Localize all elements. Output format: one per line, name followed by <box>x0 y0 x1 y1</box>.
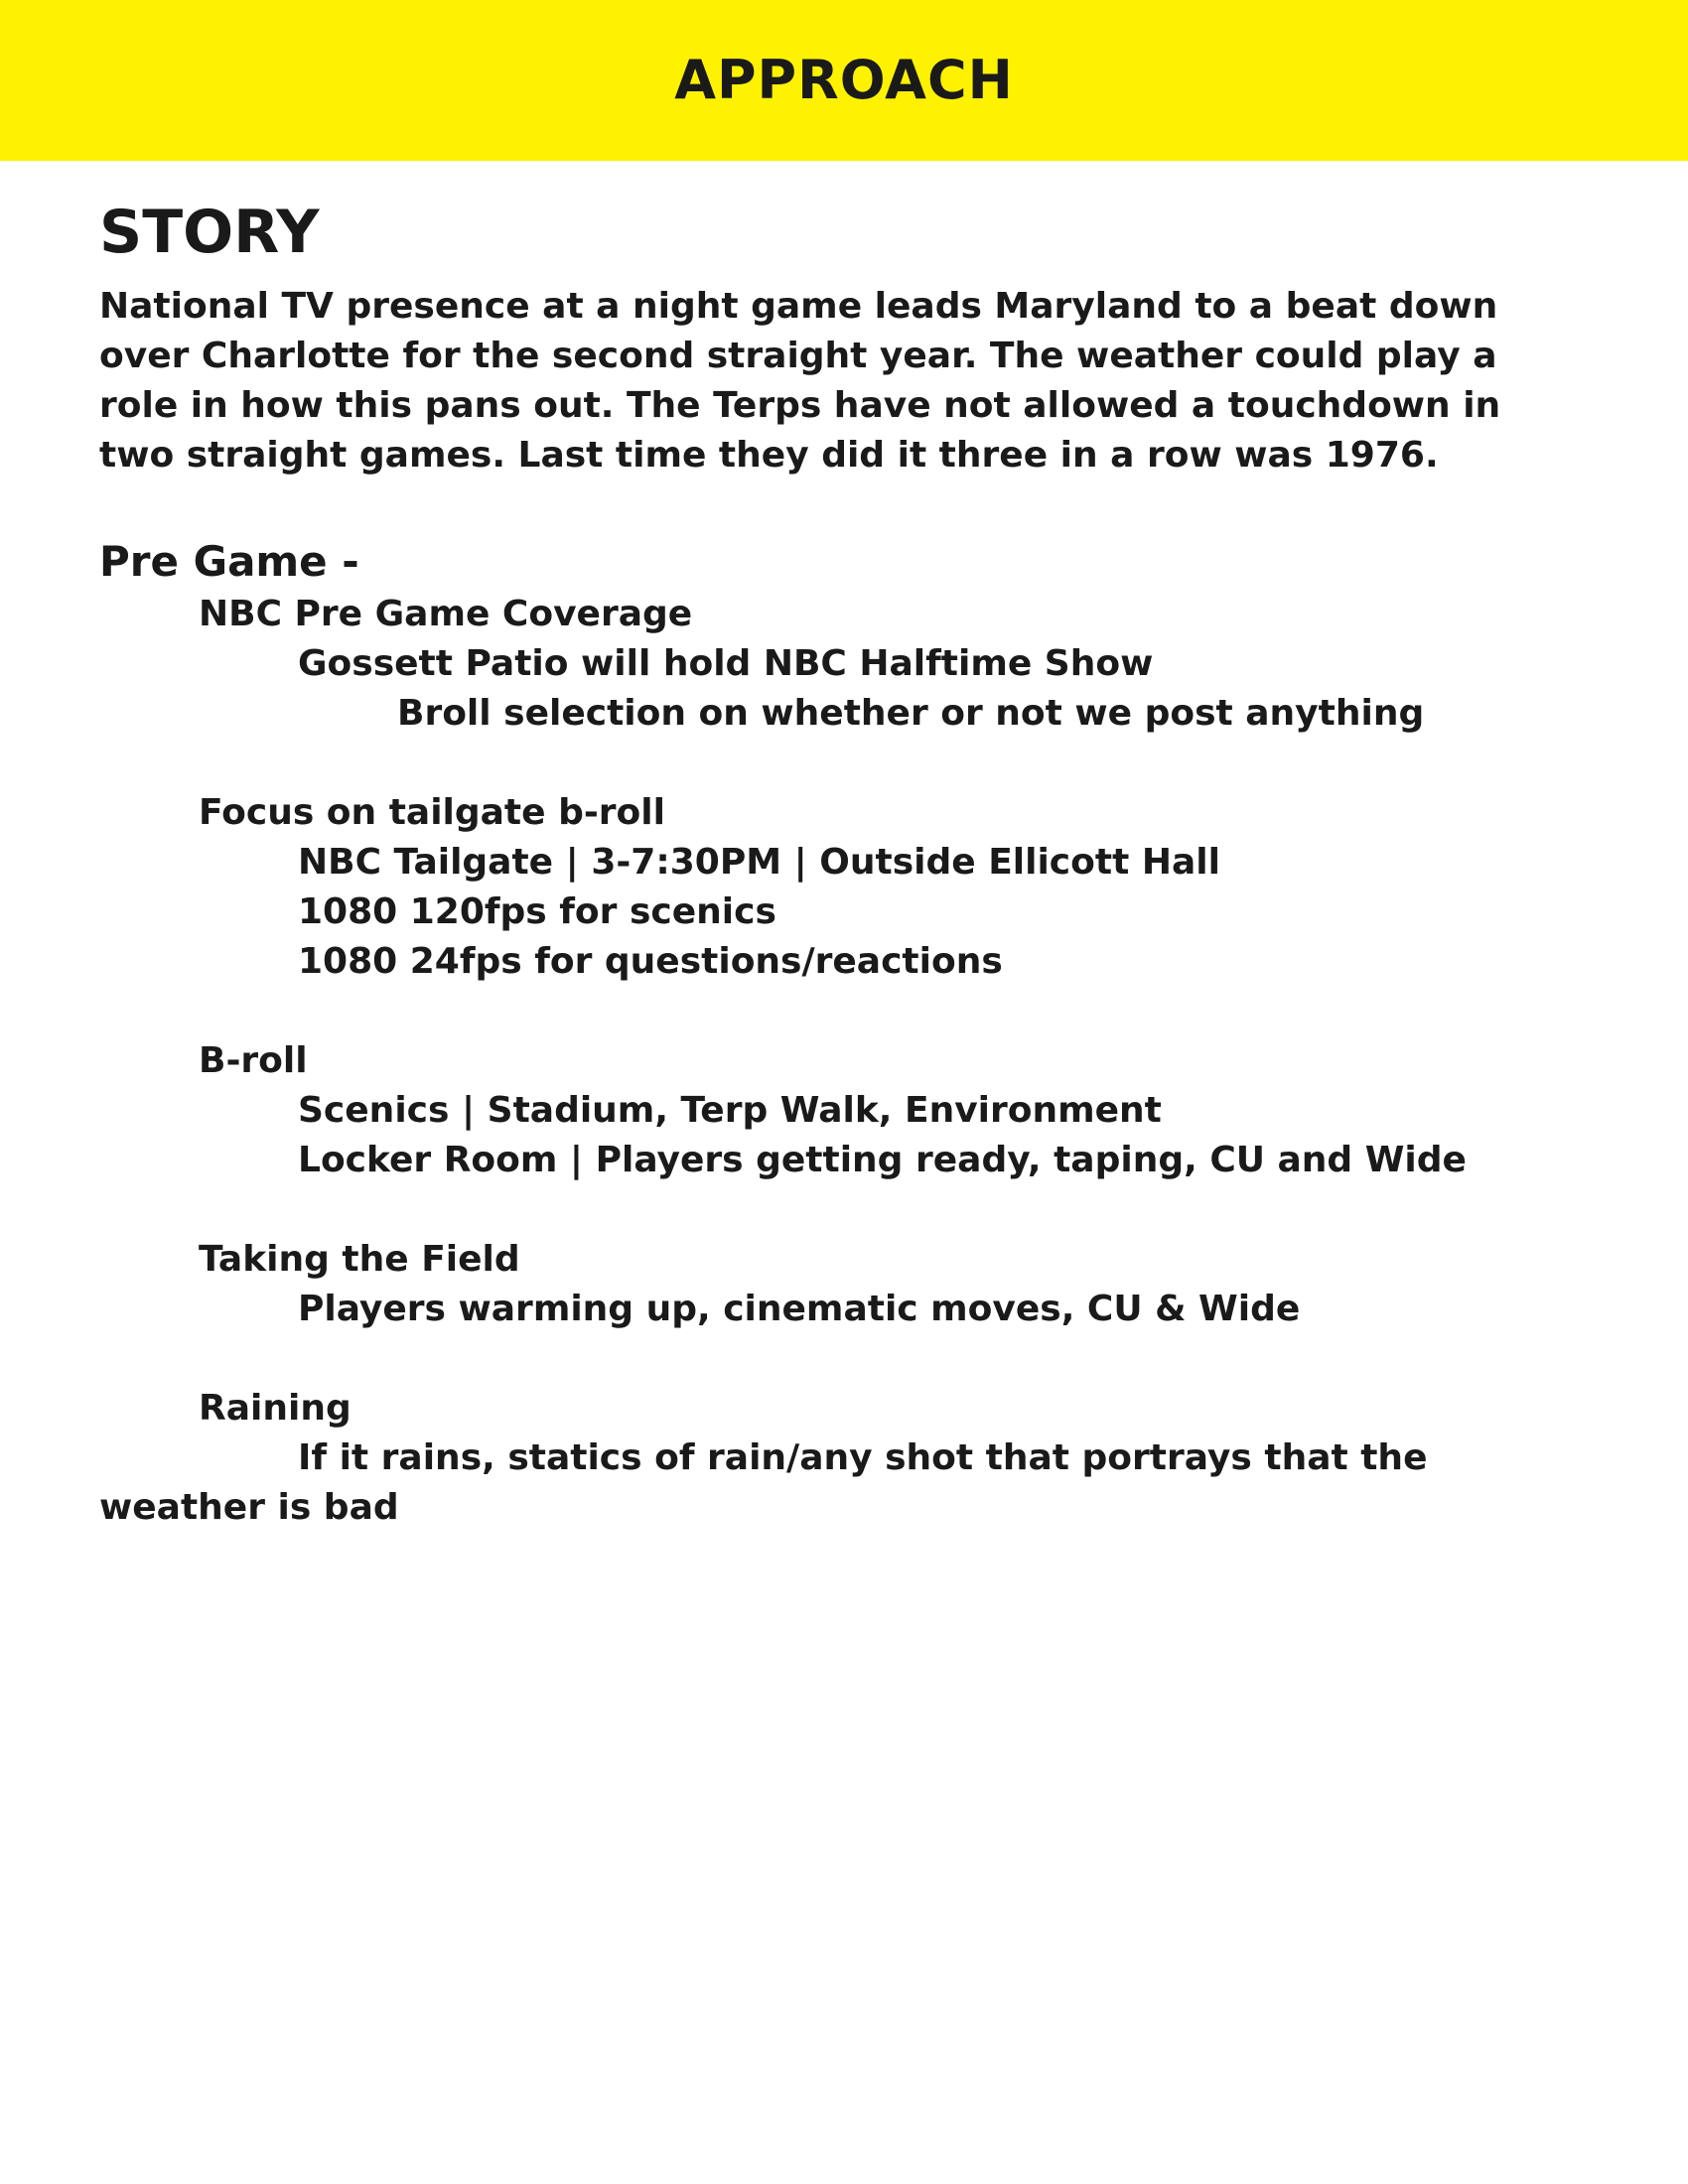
section-title: Raining <box>199 1388 352 1429</box>
section-title: NBC Pre Game Coverage <box>199 594 693 634</box>
section-title: Taking the Field <box>199 1239 520 1280</box>
section-subitem: Broll selection on whether or not we post anything <box>397 693 1425 734</box>
section-nbc-pregame <box>99 590 1509 739</box>
section-broll <box>99 1036 1509 1185</box>
section-tailgate <box>99 788 1509 987</box>
section-item: Gossett Patio will hold NBC Halftime Show <box>298 643 1154 684</box>
section-taking-field <box>99 1235 1509 1334</box>
section-item: Scenics | Stadium, Terp Walk, Environment <box>298 1090 1162 1131</box>
story-line: two straight games. Last time they did it three in a row was 1976. <box>99 435 1439 476</box>
section-title: Focus on tailgate b-roll <box>199 792 665 833</box>
section-item: 1080 120fps for scenics <box>298 891 776 932</box>
section-item: Players warming up, cinematic moves, CU & Wide <box>298 1289 1301 1329</box>
story-line: over Charlotte for the second straight year. The weather could play a <box>99 336 1497 376</box>
story-heading: STORY <box>99 198 320 267</box>
section-item: NBC Tailgate | 3-7:30PM | Outside Ellicott Hall <box>298 842 1220 883</box>
header-banner <box>0 0 1688 161</box>
section-item: Locker Room | Players getting ready, taping, CU and Wide <box>298 1140 1467 1180</box>
document-body <box>99 195 1509 1533</box>
pregame-heading: Pre Game - <box>99 537 359 586</box>
story-paragraph <box>99 282 1509 480</box>
section-item: If it rains, statics of rain/any shot that portrays that the weather is bad <box>99 1437 1428 1528</box>
page-title: APPROACH <box>674 48 1014 111</box>
section-item: 1080 24fps for questions/reactions <box>298 941 1003 982</box>
story-line: role in how this pans out. The Terps have not allowed a touchdown in <box>99 385 1501 426</box>
section-title: B-roll <box>199 1040 308 1081</box>
story-line: National TV presence at a night game leads Maryland to a beat down <box>99 286 1498 327</box>
section-raining <box>99 1384 1509 1533</box>
